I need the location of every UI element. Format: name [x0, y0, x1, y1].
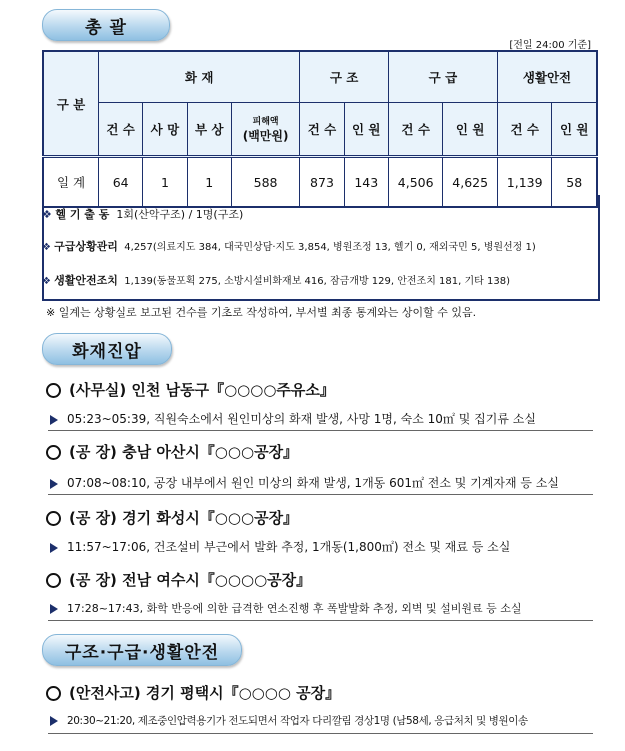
- sub-header: 건 수: [497, 103, 552, 157]
- info-line-ems: ❖ 구급상황관리 4,257(의료지도 384, 대국민상담·지도 3,854, 병원조정 13, 헬기 0, 재외국민 5, 병원선정 1): [42, 240, 536, 253]
- category-header: 구 분: [43, 51, 99, 157]
- fire-item-detail: 11:57~17:06, 건조설비 부근에서 발화 추정, 1개동(1,800㎡) 전소 및 재료 등 소실: [50, 538, 510, 555]
- circle-bullet-icon: [46, 383, 61, 398]
- group-safety: 생활안전: [497, 51, 597, 103]
- circle-bullet-icon: [46, 511, 61, 526]
- triangle-bullet-icon: [50, 604, 58, 614]
- circle-bullet-icon: [46, 573, 61, 588]
- sub-header: 인 원: [443, 103, 498, 157]
- info-line-helicopter: ❖ 헬 기 출 동 1회(산악구조) / 1명(구조): [42, 208, 244, 221]
- summary-table: [42, 50, 598, 208]
- rescue-item-detail: 20:30~21:20, 제조중인압력용기가 전도되면서 작업자 다리깔림 경상1명 (남58세, 응급처치 및 병원이송: [50, 713, 528, 728]
- sub-header: 건 수: [300, 103, 344, 157]
- circle-bullet-icon: [46, 686, 61, 701]
- sub-header: 부 상: [187, 103, 231, 157]
- summary-section-title: 총 괄: [42, 9, 170, 41]
- table-cell: 1,139: [497, 157, 552, 208]
- fire-section-title: 화재진압: [42, 333, 172, 365]
- divider: [48, 494, 593, 495]
- fire-item-heading: (공 장) 경기 화성시『○○○공장』: [46, 507, 298, 528]
- group-rescue: 구 조: [300, 51, 389, 103]
- table-cell: 64: [99, 157, 143, 208]
- fire-item-detail: 05:23~05:39, 직원숙소에서 원인미상의 화재 발생, 사망 1명, 숙소 10㎡ 및 집기류 소실: [50, 410, 536, 427]
- table-cell: 143: [344, 157, 388, 208]
- sub-header: 건 수: [99, 103, 143, 157]
- triangle-bullet-icon: [50, 479, 58, 489]
- triangle-bullet-icon: [50, 415, 58, 425]
- sub-header: 건 수: [388, 103, 443, 157]
- fire-item-detail: 07:08~08:10, 공장 내부에서 원인 미상의 화재 발생, 1개동 601㎡ 전소 및 기계자재 등 소실: [50, 474, 559, 491]
- group-fire: 화 재: [99, 51, 300, 103]
- rescue-item-heading: (안전사고) 경기 평택시『○○○○ 공장』: [46, 682, 340, 703]
- sub-header: 인 원: [552, 103, 597, 157]
- table-cell: 4,506: [388, 157, 443, 208]
- basis-time: [전일 24:00 기준]: [509, 40, 591, 51]
- fire-item-heading: (공 장) 전남 여수시『○○○○공장』: [46, 569, 311, 590]
- fire-item-heading: (사무실) 인천 남동구『○○○○주유소』: [46, 379, 335, 400]
- rescue-section-title: 구조·구급·생활안전: [42, 634, 242, 666]
- row-label: 일 계: [43, 157, 99, 208]
- damage-label: 피해액: [252, 117, 279, 127]
- sub-header: 인 원: [344, 103, 388, 157]
- diamond-bullet-icon: ❖: [42, 242, 51, 253]
- note: ※ 일계는 상황실로 보고된 건수를 기초로 작성하여, 부서별 최종 통계와는 상이할 수 있음.: [46, 306, 477, 319]
- table-cell: 4,625: [443, 157, 498, 208]
- table-cell: 1: [143, 157, 187, 208]
- diamond-bullet-icon: ❖: [42, 208, 52, 221]
- triangle-bullet-icon: [50, 716, 58, 726]
- circle-bullet-icon: [46, 445, 61, 460]
- diamond-bullet-icon: ❖: [42, 276, 51, 287]
- divider: [48, 430, 593, 431]
- fire-item-detail: 17:28~17:43, 화학 반응에 의한 급격한 연소진행 후 폭발발화 추정, 외벽 및 설비원료 등 소실: [50, 600, 521, 616]
- info-line-safety: ❖ 생활안전조치 1,139(동물포획 275, 소방시설비화재보 416, 잠금개방 129, 안전조치 181, 기타 138): [42, 274, 510, 287]
- table-cell: 1: [187, 157, 231, 208]
- fire-item-heading: (공 장) 충남 아산시『○○○공장』: [46, 441, 298, 462]
- sub-header-damage: [231, 103, 300, 157]
- divider: [48, 620, 593, 621]
- table-cell: 873: [300, 157, 344, 208]
- triangle-bullet-icon: [50, 543, 58, 553]
- damage-unit: (백만원): [242, 129, 289, 143]
- table-cell: 58: [552, 157, 597, 208]
- divider: [48, 733, 593, 734]
- table-cell: 588: [231, 157, 300, 208]
- sub-header: 사 망: [143, 103, 187, 157]
- group-ems: 구 급: [388, 51, 497, 103]
